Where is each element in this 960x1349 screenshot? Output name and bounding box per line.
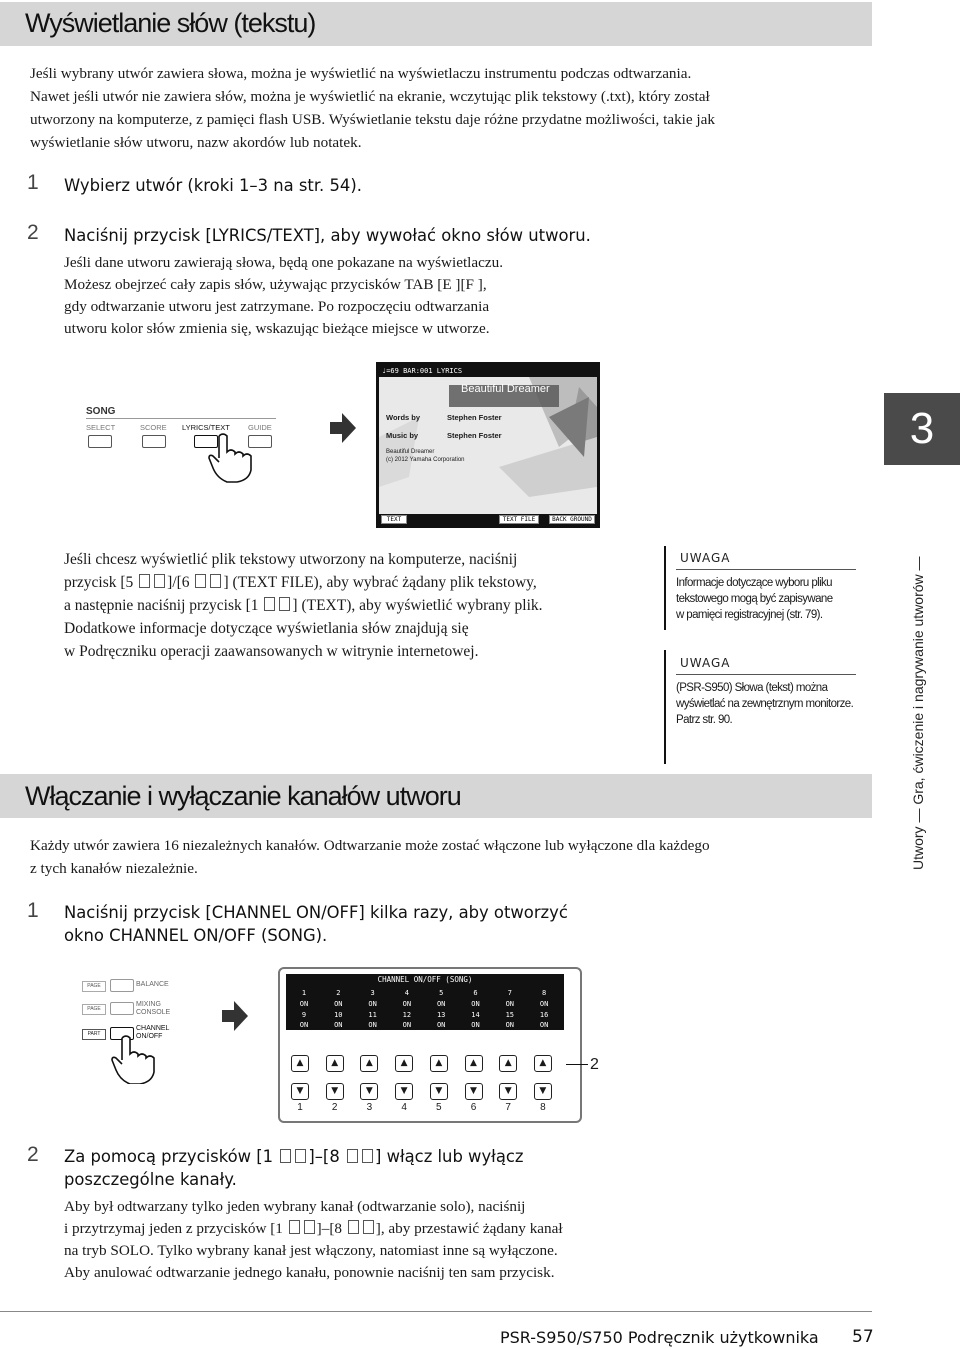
- down-button-glyph: [279, 597, 290, 611]
- channel-state: ON: [436, 1021, 446, 1029]
- lcd-status-bar: [379, 365, 597, 377]
- step-number: 2: [27, 1143, 39, 1166]
- channel-number: 7: [507, 989, 512, 997]
- channel-down-button[interactable]: ▼: [360, 1083, 378, 1100]
- channel-number: 2: [336, 989, 341, 997]
- chapter-side-title: Utwory — Gra, ćwiczenie i nagrywanie utworów —: [910, 556, 926, 870]
- channel-down-button[interactable]: ▼: [326, 1083, 344, 1100]
- balance-button[interactable]: [110, 979, 134, 992]
- text-fragment: a następnie naciśnij przycisk [1: [64, 597, 259, 614]
- note-divider: [676, 674, 856, 675]
- lyrics-screen: [376, 362, 600, 528]
- note-line: w pamięci registracyjnej (str. 79).: [676, 609, 823, 621]
- step-number: 2: [27, 221, 39, 244]
- textfile-line: [64, 571, 537, 594]
- text-fragment: ]–[8: [308, 1147, 340, 1166]
- channel-down-button[interactable]: ▼: [465, 1083, 483, 1100]
- copyright-line: Beautiful Dreamer: [386, 449, 435, 455]
- textfile-line: Dodatkowe informacje dotyczące wyświetlania słów znajdują się: [64, 620, 469, 637]
- text-fragment: ] (TEXT), aby wyświetlić wybrany plik.: [292, 597, 543, 614]
- up-button-glyph: [347, 1149, 358, 1163]
- channel-number: 13: [436, 1011, 446, 1019]
- panel-divider: [86, 418, 276, 419]
- step-detail-line: Możesz obejrzeć cały zapis słów, używając przycisków TAB [E ][F ],: [64, 276, 487, 293]
- lcd-status-text: ♩=69 BAR:001 LYRICS: [382, 367, 463, 375]
- step-detail-line: Jeśli dane utworu zawierają słowa, będą one pokazane na wyświetlaczu.: [64, 254, 503, 271]
- channel-state: ON: [368, 1000, 377, 1008]
- channel-lcd-title: CHANNEL ON/OFF (SONG): [377, 975, 473, 984]
- textfile-line: w Podręczniku operacji zaawansowanych w witrynie internetowej.: [64, 643, 479, 660]
- background-softkey[interactable]: BACK GROUND: [549, 515, 595, 524]
- step-text: okno CHANNEL ON/OFF (SONG).: [64, 926, 328, 945]
- channel-up-button[interactable]: ▲: [326, 1055, 344, 1072]
- arrow-right-icon: [330, 413, 356, 443]
- page-tag: PAGE: [82, 981, 106, 992]
- channel-up-button[interactable]: ▲: [534, 1055, 552, 1072]
- down-button-glyph: [295, 1149, 306, 1163]
- step-text: [64, 1147, 524, 1166]
- channel-state: ON: [471, 1021, 480, 1029]
- up-button-glyph: [264, 597, 275, 611]
- channel-up-button[interactable]: ▲: [465, 1055, 483, 1072]
- textfile-line: Jeśli chcesz wyświetlić plik tekstowy utworzony na komputerze, naciśnij: [64, 551, 518, 568]
- channel-state: ON: [471, 1000, 480, 1008]
- channel-up-button[interactable]: ▲: [430, 1055, 448, 1072]
- up-button-glyph: [289, 1220, 300, 1234]
- down-button-glyph: [362, 1149, 373, 1163]
- down-button-glyph: [304, 1220, 315, 1234]
- channel-up-button[interactable]: ▲: [499, 1055, 517, 1072]
- balance-label: BALANCE: [136, 981, 169, 988]
- mixing-label: MIXING: [136, 1001, 161, 1008]
- channel-up-button[interactable]: ▲: [395, 1055, 413, 1072]
- channel-number: 9: [301, 1011, 307, 1019]
- channel-number: 3: [370, 989, 375, 997]
- channel-label: CHANNEL: [136, 1025, 170, 1032]
- note-label: UWAGA: [680, 551, 731, 565]
- step-text: Wybierz utwór (kroki 1–3 na str. 54).: [64, 176, 362, 195]
- text-file-softkey[interactable]: TEXT FILE: [499, 515, 539, 524]
- channel-state: ON: [299, 1021, 309, 1029]
- down-button-glyph: [210, 574, 221, 588]
- step-number: 1: [27, 899, 39, 922]
- channel-button-number: 4: [401, 1102, 407, 1113]
- textfile-line: [64, 594, 543, 617]
- channel-number: 6: [473, 989, 478, 997]
- note-line: tekstowego mogą być zapisywane: [676, 593, 833, 605]
- intro-line: Każdy utwór zawiera 16 niezależnych kanałów. Odtwarzanie może zostać włączone lub wyłączone dla każdego: [30, 837, 710, 854]
- callout-line: [566, 1064, 588, 1065]
- section-heading-channels: Włączanie i wyłączanie kanałów utworu: [25, 781, 461, 811]
- intro-line: z tych kanałów niezależnie.: [30, 860, 198, 877]
- section-heading-lyrics: Wyświetlanie słów (tekstu): [25, 8, 316, 38]
- channel-button-number: 7: [505, 1102, 511, 1113]
- music-value: Stephen Foster: [447, 431, 502, 440]
- text-fragment: ], aby przestawić żądany kanał: [375, 1220, 563, 1237]
- text-fragment: ]–[8: [316, 1220, 342, 1237]
- intro-line-2: Nawet jeśli utwór nie zawiera słów, można je wyświetlić na ekranie, wczytując plik tekstowy (.txt), który został: [30, 88, 710, 105]
- select-label: SELECT: [86, 423, 116, 432]
- mixing-console-button[interactable]: [110, 1002, 134, 1015]
- channel-number: 16: [539, 1011, 549, 1019]
- channel-state: ON: [436, 1000, 446, 1008]
- step-detail-line: Aby anulować odtwarzanie jednego kanału, ponownie naciśnij ten sam przycisk.: [64, 1264, 555, 1281]
- channel-down-button[interactable]: ▼: [291, 1083, 309, 1100]
- pressing-hand-icon: [205, 428, 275, 484]
- console-label: CONSOLE: [136, 1009, 171, 1016]
- text-fragment: i przytrzymaj jeden z przycisków [1: [64, 1220, 283, 1237]
- text-fragment: ]/[6: [167, 574, 190, 591]
- channel-button-number: 5: [436, 1102, 442, 1113]
- page-number: 57: [852, 1327, 874, 1347]
- note-divider: [676, 569, 856, 570]
- note-label: UWAGA: [680, 656, 731, 670]
- channel-down-button[interactable]: ▼: [395, 1083, 413, 1100]
- music-label: Music by: [386, 431, 419, 440]
- channel-number: 4: [404, 989, 409, 997]
- text-softkey[interactable]: TEXT: [381, 515, 407, 524]
- up-button-glyph: [348, 1220, 359, 1234]
- note-bar: [664, 546, 666, 630]
- song-label: SONG: [86, 406, 116, 417]
- words-label: Words by: [386, 413, 421, 422]
- arrow-right-icon: [222, 1001, 248, 1031]
- channel-number: 11: [368, 1011, 377, 1019]
- words-value: Stephen Foster: [447, 413, 502, 422]
- channel-button-number: 8: [540, 1102, 546, 1113]
- step-detail-line: [64, 1218, 563, 1240]
- channel-down-button[interactable]: ▼: [430, 1083, 448, 1100]
- up-button-glyph: [139, 574, 150, 588]
- channel-up-button[interactable]: ▲: [360, 1055, 378, 1072]
- channel-button-number: 6: [470, 1102, 477, 1113]
- channel-number: 15: [505, 1011, 515, 1019]
- channel-number: 14: [471, 1011, 480, 1019]
- step-detail-line: gdy odtwarzanie utworu jest zatrzymane. Po rozpoczęciu odtwarzania: [64, 298, 490, 315]
- manual-title: PSR-S950/S750 Podręcznik użytkownika: [500, 1328, 819, 1347]
- channel-up-button[interactable]: ▲: [291, 1055, 309, 1072]
- page-tag: PAGE: [82, 1004, 106, 1015]
- step-text: Naciśnij przycisk [CHANNEL ON/OFF] kilka razy, aby otworzyć: [64, 903, 568, 922]
- channel-number: 8: [541, 989, 547, 997]
- channel-state: ON: [505, 1000, 515, 1008]
- note-bar: [664, 650, 666, 764]
- channel-number: 12: [402, 1011, 412, 1019]
- step-number: 1: [27, 171, 39, 194]
- channel-state: ON: [402, 1021, 412, 1029]
- callout-number: 2: [590, 1056, 599, 1073]
- lyrics-text-label: LYRICS/TEXT: [182, 423, 230, 432]
- text-fragment: ] (TEXT FILE), aby wybrać żądany plik tekstowy,: [223, 574, 537, 591]
- text-fragment: ] włącz lub wyłącz: [374, 1147, 524, 1166]
- channel-state: ON: [334, 1021, 343, 1029]
- channel-state: ON: [539, 1021, 549, 1029]
- channel-number: 5: [439, 989, 444, 997]
- channel-state: ON: [334, 1000, 343, 1008]
- note-line: (PSR-S950) Słowa (tekst) można: [676, 682, 828, 694]
- copyright-line: (c) 2012 Yamaha Corporation: [386, 457, 465, 463]
- chapter-tab: 3: [884, 393, 960, 465]
- score-button[interactable]: [142, 435, 166, 448]
- guide-label: GUIDE: [248, 423, 272, 432]
- text-fragment: Za pomocą przycisków [1: [64, 1147, 274, 1166]
- up-button-glyph: [195, 574, 206, 588]
- channel-down-button[interactable]: ▼: [499, 1083, 517, 1100]
- text-fragment: przycisk [5: [64, 574, 134, 591]
- channel-button-number: 2: [331, 1102, 338, 1113]
- channel-button-number: 1: [297, 1102, 303, 1113]
- note-line: Informacje dotyczące wyboru pliku: [676, 577, 832, 589]
- channel-state: ON: [402, 1000, 412, 1008]
- channel-number: 1: [301, 989, 307, 997]
- intro-line-3: utworzony na komputerze, z pamięci flash USB. Wyświetlanie tekstu daje różne przydatne możliwości, takie jak: [30, 111, 715, 128]
- part-tag: PART: [82, 1029, 106, 1040]
- note-line: wyświetlać na zewnętrznym monitorze.: [676, 698, 854, 710]
- channel-state: ON: [539, 1000, 549, 1008]
- channel-state: ON: [505, 1021, 515, 1029]
- step-text: Naciśnij przycisk [LYRICS/TEXT], aby wywołać okno słów utworu.: [64, 226, 591, 245]
- pressing-hand-icon: [108, 1030, 178, 1084]
- select-button[interactable]: [88, 435, 112, 448]
- song-title: Beautiful Dreamer: [461, 383, 550, 395]
- down-button-glyph: [363, 1220, 374, 1234]
- step-detail-line: na tryb SOLO. Tylko wybrany kanał jest włączony, natomiast inne są wyłączone.: [64, 1242, 558, 1259]
- footer-rule: [0, 1311, 872, 1312]
- channel-number: 10: [334, 1011, 343, 1019]
- channel-down-button[interactable]: ▼: [534, 1083, 552, 1100]
- step-text: poszczególne kanały.: [64, 1170, 237, 1189]
- step-detail-line: utworu kolor słów zmienia się, wskazując bieżące miejsce w utworze.: [64, 320, 490, 337]
- intro-line-1: Jeśli wybrany utwór zawiera słowa, można je wyświetlić na wyświetlaczu instrumentu podczas odtwarzania.: [30, 65, 692, 82]
- channel-state: ON: [299, 1000, 309, 1008]
- score-label: SCORE: [140, 423, 167, 432]
- down-button-glyph: [154, 574, 165, 588]
- on-off-label: ON/OFF: [136, 1033, 163, 1040]
- channel-button-number: 3: [366, 1102, 373, 1113]
- intro-line-4: wyświetlanie słów utworu, nazw akordów lub notatek.: [30, 134, 362, 151]
- step-detail-line: Aby był odtwarzany tylko jeden wybrany kanał (odtwarzanie solo), naciśnij: [64, 1198, 526, 1215]
- channel-state: ON: [368, 1021, 377, 1029]
- lcd-background-image: [379, 377, 597, 515]
- note-line: Patrz str. 90.: [676, 714, 733, 726]
- up-button-glyph: [280, 1149, 291, 1163]
